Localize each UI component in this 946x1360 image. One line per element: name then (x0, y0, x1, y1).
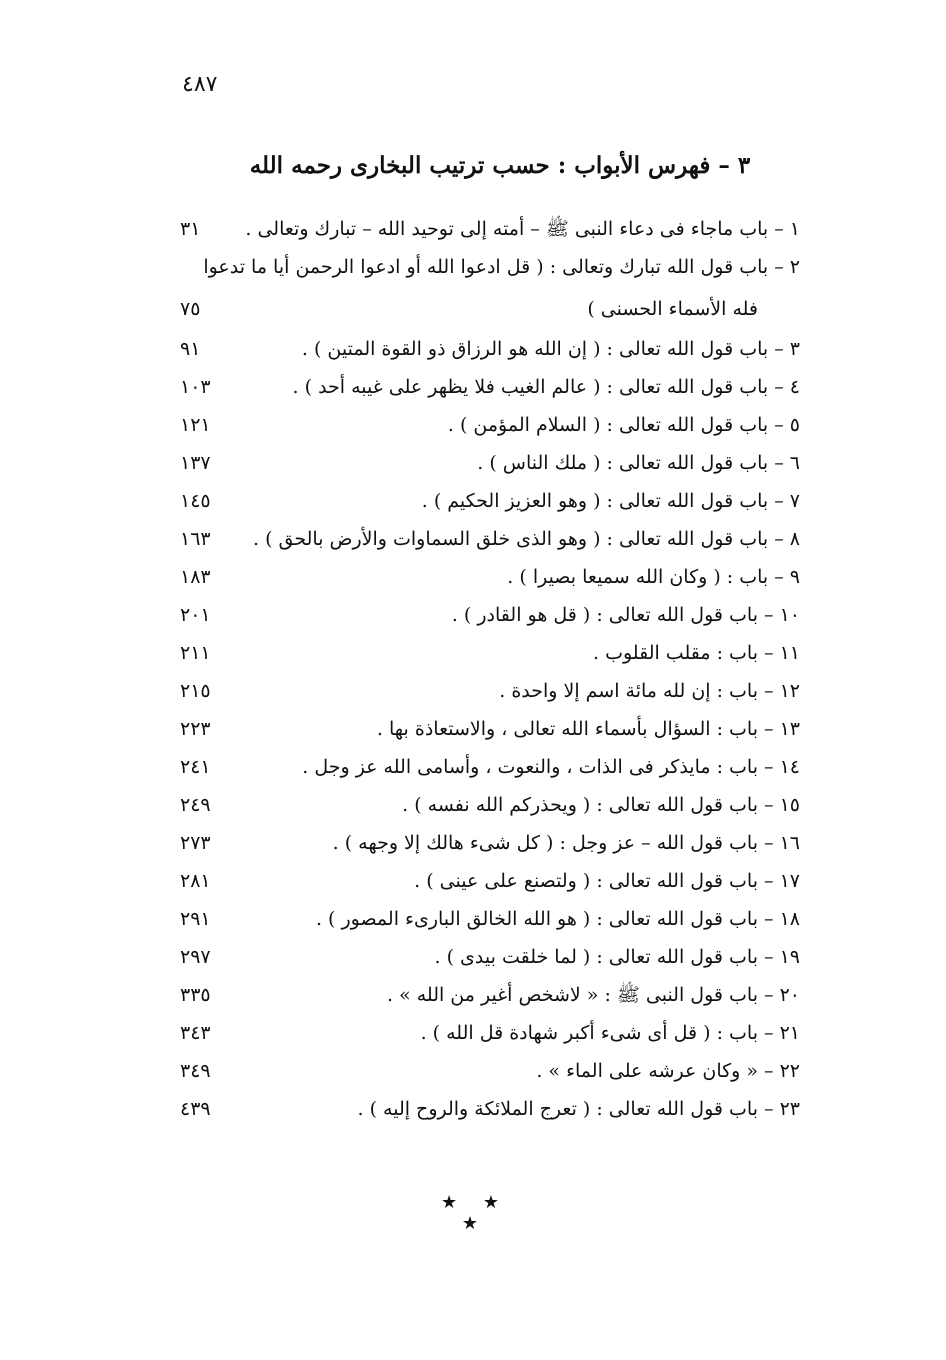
toc-page-number: ٢٨١ (180, 870, 211, 892)
page-title: ٣ – فهرس الأبواب : حسب ترتيب البخارى رحمه الله (249, 152, 751, 179)
toc-row (180, 330, 800, 368)
toc-entry-text: ١٣ – باب : السؤال بأسماء الله تعالى ، والاستعاذة بها . (376, 718, 800, 740)
toc-row (180, 786, 800, 824)
toc-page-number: ٢٤٩ (180, 794, 211, 816)
toc-row (180, 938, 800, 976)
toc-entry-text: ٢٢ – « وكان عرشه على الماء » . (536, 1060, 800, 1082)
toc-row (180, 976, 800, 1014)
toc-page-number: ٢٩٧ (180, 946, 211, 968)
toc-row (180, 210, 800, 248)
toc-page-number: ٢١٥ (180, 680, 211, 702)
toc-entry-text: ١١ – باب : مقلب القلوب . (593, 642, 800, 664)
toc-row (180, 520, 800, 558)
toc-page-number: ٤٣٩ (180, 1098, 211, 1120)
toc-entry-text: ٣ – باب قول الله تعالى : ( إن الله هو الرزاق ذو القوة المتين ) . (301, 338, 800, 360)
toc-entry-text: ٥ – باب قول الله تعالى : ( السلام المؤمن ) . (447, 414, 800, 436)
toc-page-number: ٢٧٣ (180, 832, 211, 854)
toc-page-number: ٢٠١ (180, 604, 211, 626)
toc-entry-text: ١٦ – باب قول الله – عز وجل : ( كل شىء هالك إلا وجهه ) . (332, 832, 800, 854)
footer-star-ornament: ★ ★ ★ (441, 1192, 509, 1234)
toc-row (180, 406, 800, 444)
toc-entry-text: ١٨ – باب قول الله تعالى : ( هو الله الخالق البارىء المصور ) . (315, 908, 800, 930)
toc-page-number: ٢٩١ (180, 908, 211, 930)
page-number: ٤٨٧ (182, 72, 218, 97)
toc-entry-text: ٧ – باب قول الله تعالى : ( وهو العزيز الحكيم ) . (421, 490, 800, 512)
toc-entry-text: ٢٣ – باب قول الله تعالى : ( تعرج الملائكة والروح إليه ) . (357, 1098, 800, 1120)
toc-row (180, 444, 800, 482)
toc-entry-text: ١٠ – باب قول الله تعالى : ( قل هو القادر ) . (451, 604, 800, 626)
toc-entry-text: ١٧ – باب قول الله تعالى : ( ولتصنع على عينى ) . (414, 870, 800, 892)
toc-page-number: ٢٢٣ (180, 718, 211, 740)
toc-row (180, 482, 800, 520)
toc-entry-text: ١٩ – باب قول الله تعالى : ( لما خلقت بيدى ) . (434, 946, 800, 968)
toc-row (180, 1090, 800, 1128)
toc-row (180, 558, 800, 596)
toc-page-number: ١٨٣ (180, 566, 211, 588)
toc-row (180, 1014, 800, 1052)
toc-row (180, 710, 800, 748)
toc-entry-text: ١ – باب ماجاء فى دعاء النبى ﷺ – أمته إلى توحيد الله – تبارك وتعالى . (245, 218, 800, 240)
toc-page-number: ٧٥ (180, 298, 201, 320)
toc-entry-text: ٢١ – باب : ( قل أى شىء أكبر شهادة قل الله ) . (420, 1022, 800, 1044)
toc-entry-text: ٦ – باب قول الله تعالى : ( ملك الناس ) . (477, 452, 800, 474)
toc-page-number: ٣١ (180, 218, 201, 240)
toc-page-number: ٣٣٥ (180, 984, 211, 1006)
toc-entry-text: ٩ – باب : ( وكان الله سميعا بصيرا ) . (507, 566, 800, 588)
toc-row (180, 672, 800, 710)
toc-page-number: ٩١ (180, 338, 201, 360)
toc-entry-text: ٤ – باب قول الله تعالى : ( عالم الغيب فلا يظهر على غيبه أحد ) . (292, 376, 800, 398)
toc-entry-text: ٢٠ – باب قول النبى ﷺ : « لاشخص أغير من الله » . (386, 984, 800, 1006)
toc-page-number: ١٦٣ (180, 528, 211, 550)
toc-page-number: ١٣٧ (180, 452, 211, 474)
toc-row (180, 596, 800, 634)
toc-row (180, 248, 800, 286)
toc-row (180, 824, 800, 862)
toc-row (180, 1052, 800, 1090)
toc-row (180, 862, 800, 900)
toc-row (180, 634, 800, 672)
table-of-contents (180, 210, 800, 1160)
toc-entry-text: ٢ – باب قول الله تبارك وتعالى : ( قل ادعوا الله أو ادعوا الرحمن أيا ما تدعوا (203, 256, 800, 278)
toc-page-number: ٣٤٣ (180, 1022, 211, 1044)
toc-entry-text: ١٥ – باب قول الله تعالى : ( ويحذركم الله نفسه ) . (402, 794, 800, 816)
toc-entry-text: ١٢ – باب : إن لله مائة اسم إلا واحدة . (499, 680, 800, 702)
toc-page-number: ٣٤٩ (180, 1060, 211, 1082)
toc-row (180, 748, 800, 786)
toc-entry-text: فله الأسماء الحسنى ) (587, 298, 758, 320)
toc-page-number: ٢٤١ (180, 756, 211, 778)
toc-entry-text: ١٤ – باب : مايذكر فى الذات ، والنعوت ، وأسامى الله عز وجل . (302, 756, 800, 778)
toc-row (180, 368, 800, 406)
toc-page-number: ١٢١ (180, 414, 211, 436)
toc-page-number: ١٠٣ (180, 376, 211, 398)
toc-row-continuation (180, 290, 800, 328)
toc-page-number: ١٤٥ (180, 490, 211, 512)
toc-page-number: ٢١١ (180, 642, 211, 664)
toc-row (180, 900, 800, 938)
toc-entry-text: ٨ – باب قول الله تعالى : ( وهو الذى خلق السماوات والأرض بالحق ) . (252, 528, 800, 550)
